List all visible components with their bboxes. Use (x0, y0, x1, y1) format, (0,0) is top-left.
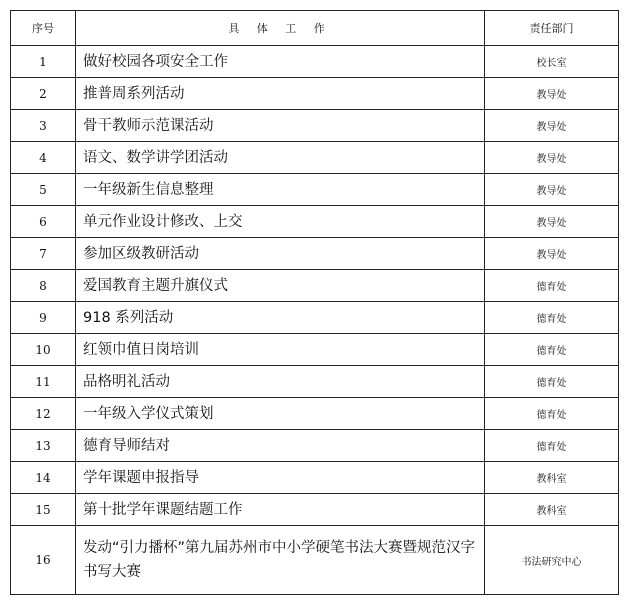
table-row (11, 206, 619, 238)
header-index: 序号 (11, 11, 76, 46)
row-index: 3 (11, 110, 76, 142)
row-index: 1 (11, 46, 76, 78)
work-table (10, 10, 619, 595)
row-index: 15 (11, 494, 76, 526)
table-row (11, 366, 619, 398)
table-row (11, 430, 619, 462)
row-department: 教导处 (485, 142, 619, 174)
table-row (11, 398, 619, 430)
row-index: 2 (11, 78, 76, 110)
row-task: 参加区级教研活动 (76, 238, 485, 270)
row-index: 14 (11, 462, 76, 494)
row-department: 德育处 (485, 398, 619, 430)
table-row (11, 238, 619, 270)
table-row (11, 334, 619, 366)
row-department: 德育处 (485, 430, 619, 462)
row-task: 推普周系列活动 (76, 78, 485, 110)
row-index: 5 (11, 174, 76, 206)
row-department: 教导处 (485, 238, 619, 270)
row-department: 书法研究中心 (485, 526, 619, 595)
row-department: 德育处 (485, 270, 619, 302)
row-department: 教科室 (485, 494, 619, 526)
row-index: 16 (11, 526, 76, 595)
row-task: 918 系列活动 (76, 302, 485, 334)
table-row (11, 302, 619, 334)
row-task: 第十批学年课题结题工作 (76, 494, 485, 526)
row-index: 12 (11, 398, 76, 430)
row-department: 教导处 (485, 78, 619, 110)
row-department: 校长室 (485, 46, 619, 78)
table-row (11, 270, 619, 302)
row-task: 学年课题申报指导 (76, 462, 485, 494)
row-department: 教导处 (485, 206, 619, 238)
row-task: 爱国教育主题升旗仪式 (76, 270, 485, 302)
row-department: 德育处 (485, 302, 619, 334)
header-row (11, 11, 619, 46)
table-row (11, 174, 619, 206)
table-row (11, 142, 619, 174)
row-task: 一年级新生信息整理 (76, 174, 485, 206)
row-index: 7 (11, 238, 76, 270)
row-index: 4 (11, 142, 76, 174)
row-index: 6 (11, 206, 76, 238)
table-row (11, 494, 619, 526)
row-task: 骨干教师示范课活动 (76, 110, 485, 142)
header-department: 责任部门 (485, 11, 619, 46)
table-row (11, 462, 619, 494)
table-row (11, 46, 619, 78)
row-task: 品格明礼活动 (76, 366, 485, 398)
row-index: 9 (11, 302, 76, 334)
row-department: 教导处 (485, 174, 619, 206)
row-index: 11 (11, 366, 76, 398)
table-row (11, 526, 619, 595)
row-task: 语文、数学讲学团活动 (76, 142, 485, 174)
row-department: 教导处 (485, 110, 619, 142)
row-task: 做好校园各项安全工作 (76, 46, 485, 78)
table-row (11, 78, 619, 110)
row-task: 单元作业设计修改、上交 (76, 206, 485, 238)
row-task: 一年级入学仪式策划 (76, 398, 485, 430)
row-index: 10 (11, 334, 76, 366)
header-task: 具 体 工 作 (76, 11, 485, 46)
table-row (11, 110, 619, 142)
row-department: 德育处 (485, 366, 619, 398)
row-index: 13 (11, 430, 76, 462)
row-task: 发动“引力播杯”第九届苏州市中小学硬笔书法大赛暨规范汉字书写大赛 (76, 526, 485, 595)
row-department: 教科室 (485, 462, 619, 494)
row-task: 德育导师结对 (76, 430, 485, 462)
row-task: 红领巾值日岗培训 (76, 334, 485, 366)
row-index: 8 (11, 270, 76, 302)
row-department: 德育处 (485, 334, 619, 366)
